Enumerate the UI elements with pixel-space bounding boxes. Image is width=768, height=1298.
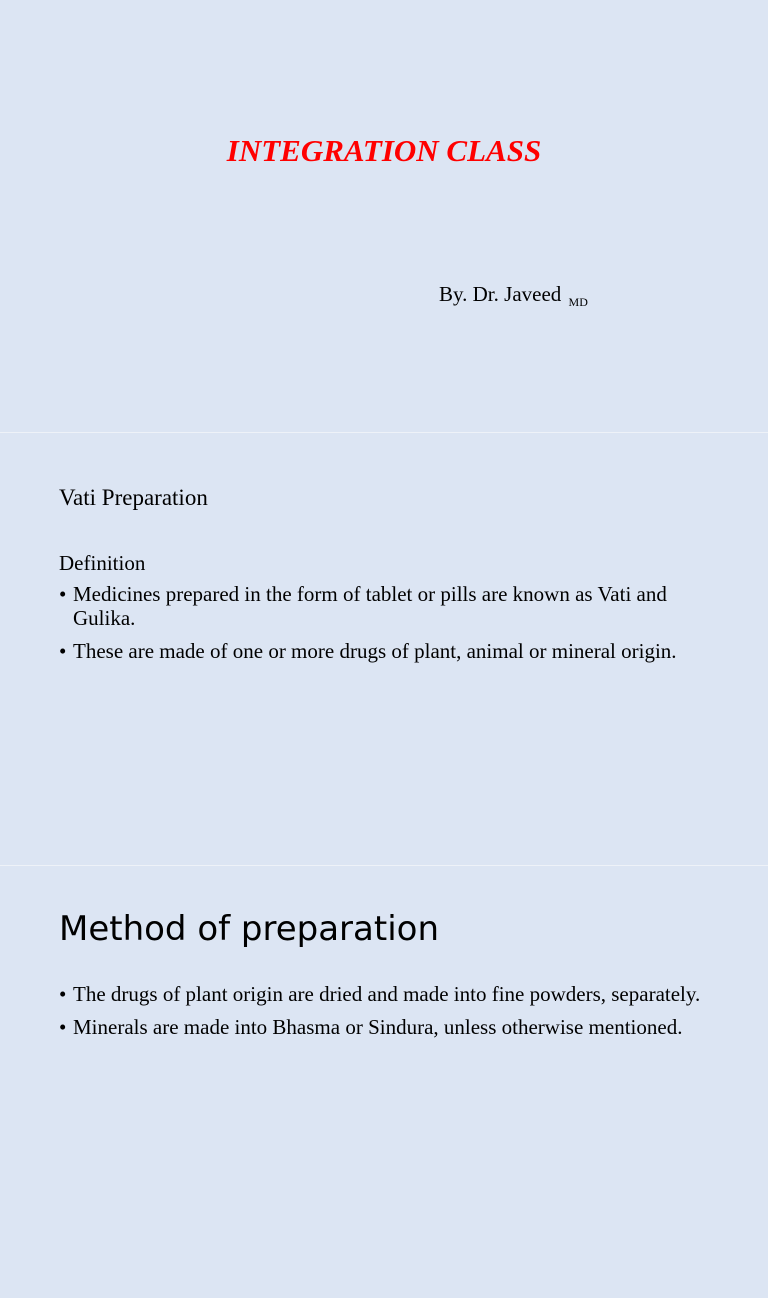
bullet-list (59, 982, 739, 1048)
bullet-item (59, 639, 719, 663)
bullet-icon: • (59, 982, 67, 1006)
bullet-text: Medicines prepared in the form of tablet or pills are known as Vati and Gulika. (73, 582, 667, 630)
slide-3 (0, 866, 768, 1298)
bullet-item (59, 982, 739, 1006)
slide-heading: Method of preparation (59, 909, 439, 949)
bullet-text: These are made of one or more drugs of plant, animal or mineral origin. (73, 639, 677, 663)
slide-2 (0, 433, 768, 865)
bullet-icon: • (59, 582, 67, 606)
author-degree: MD (568, 295, 588, 309)
slide-1 (0, 0, 768, 432)
bullet-icon: • (59, 1015, 67, 1039)
bullet-item (59, 582, 719, 630)
slide-subheading: Definition (59, 551, 146, 575)
slide-title: INTEGRATION CLASS (226, 133, 542, 168)
slide-heading: Vati Preparation (59, 485, 208, 510)
bullet-list (59, 582, 719, 672)
author-line (439, 280, 588, 316)
bullet-icon: • (59, 639, 67, 663)
bullet-text: Minerals are made into Bhasma or Sindura, unless otherwise mentioned. (73, 1015, 683, 1039)
bullet-item (59, 1015, 739, 1039)
author-name: By. Dr. Javeed (439, 282, 562, 306)
bullet-text: The drugs of plant origin are dried and made into fine powders, separately. (73, 982, 701, 1006)
